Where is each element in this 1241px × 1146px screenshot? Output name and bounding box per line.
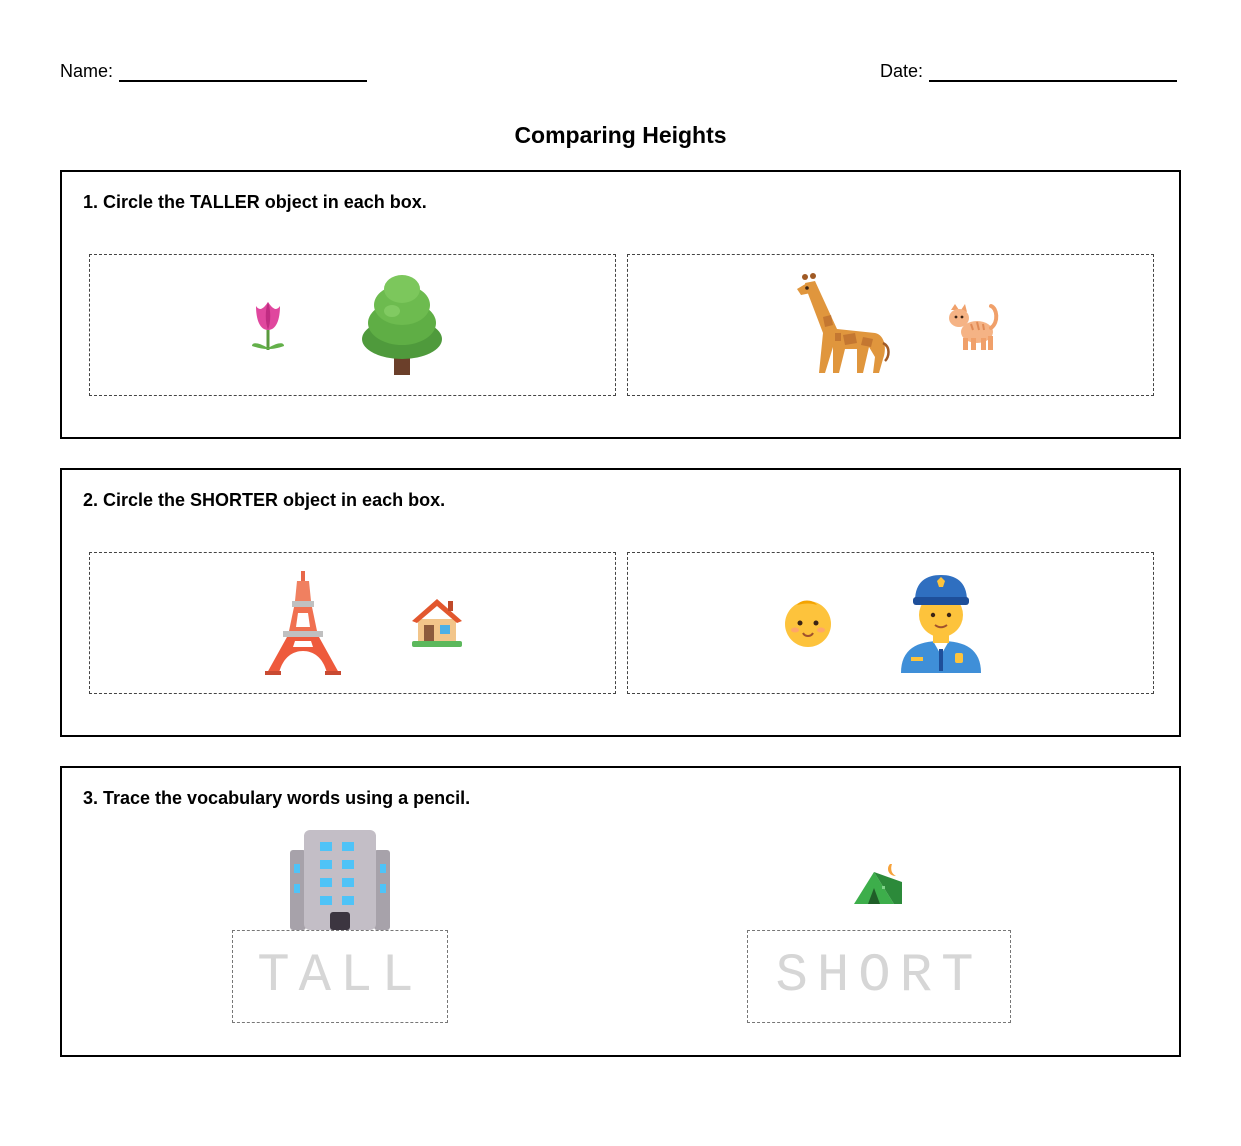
section-taller — [60, 170, 1181, 439]
compare-box — [89, 552, 616, 694]
house-icon[interactable] — [410, 597, 464, 649]
office-building-icon — [290, 830, 390, 930]
section-shorter — [60, 468, 1181, 737]
date-line[interactable] — [929, 60, 1177, 82]
name-line[interactable] — [119, 60, 367, 82]
name-field[interactable] — [60, 60, 367, 82]
tulip-icon[interactable] — [248, 298, 288, 354]
date-label: Date: — [880, 61, 924, 81]
tree-icon[interactable] — [360, 275, 444, 375]
cat-icon[interactable] — [947, 300, 999, 352]
trace-word-short[interactable]: SHORT — [747, 930, 1011, 1023]
section-trace — [60, 766, 1181, 1057]
page-title: Comparing Heights — [514, 122, 727, 148]
tent-icon — [852, 860, 904, 906]
compare-box — [627, 254, 1154, 396]
baby-icon[interactable] — [783, 597, 833, 649]
tower-icon[interactable] — [265, 571, 341, 675]
section-instruction: 3. Trace the vocabulary words using a pencil. — [83, 788, 471, 808]
compare-box — [89, 254, 616, 396]
police-officer-icon[interactable] — [897, 571, 985, 673]
section-instruction: 1. Circle the TALLER object in each box. — [83, 192, 427, 212]
trace-word-tall[interactable]: TALL — [232, 930, 448, 1023]
date-field[interactable] — [880, 60, 1177, 82]
giraffe-icon[interactable] — [793, 273, 893, 377]
name-label: Name: — [60, 61, 114, 81]
section-instruction: 2. Circle the SHORTER object in each box. — [83, 490, 446, 510]
compare-box — [627, 552, 1154, 694]
